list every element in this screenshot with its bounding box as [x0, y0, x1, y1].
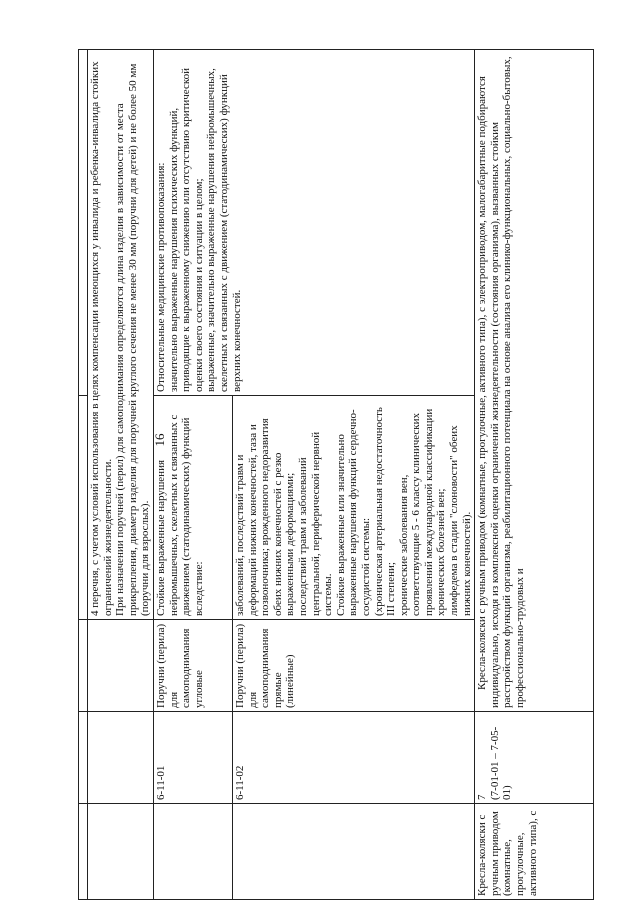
- table-row-continuation: [88, 50, 154, 900]
- product-name-cell: Поручни (перила) для самоподнимания прямые (линейные): [232, 620, 474, 712]
- empty-cell: [153, 804, 232, 900]
- empty-cell: [79, 50, 88, 396]
- product-name-cell: Поручни (перила) для самоподнимания угловые: [153, 620, 232, 712]
- table-row-6-11-01: [153, 50, 232, 900]
- code-cell: 6-11-01: [153, 712, 232, 804]
- code-cell: 6-11-02: [232, 712, 474, 804]
- rotated-table-container: [78, 50, 568, 900]
- empty-cell: [88, 620, 154, 712]
- table-top-row: [79, 50, 88, 900]
- group-code-range: (7-01-01 – 7-05-01): [488, 726, 514, 800]
- empty-cell: [79, 712, 88, 804]
- contraindications-cell: Относительные медицинские противопоказания: значительно выраженные нарушения психических функций, приводящие к выраженному снижению или отсутствию критической оценки своего состояния и ситуации в целом; выраженные, значительно выраженные нарушения нейромышечных, скелетных и связанных с движением (статодинамических) функций верхних конечностей.: [153, 50, 474, 396]
- rehab-means-table: [78, 49, 594, 900]
- wheelchair-description: Кресла-коляски с ручным приводом (комнатные, прогулочные, активного типа), с электроприводом, малогабаритные подбираются индивидуально, исходя из комплексной оценки ограничений жизнедеятельности (состояния организма), вызванных стойким расстройством функций организма, реабилитационного потенциала на основе анализа его клинико-функциональных, социально-бытовых, профессионально-трудовых и: [475, 50, 594, 712]
- group-code-cell: [475, 712, 594, 804]
- empty-cell: [232, 804, 474, 900]
- table-row-7: [475, 50, 594, 900]
- empty-cell: [79, 804, 88, 900]
- empty-cell: [79, 620, 88, 712]
- page-number: 16: [152, 433, 167, 447]
- group-number: 7: [476, 794, 489, 800]
- empty-cell: [79, 396, 88, 620]
- section-name-cell: Кресла-коляски с ручным приводом (комнатные, прогулочные, активного типа), с: [475, 804, 594, 900]
- indications-cell: Стойкие выраженные нарушения нейромышечных, скелетных и связанных с движением (статодинамических) функций вследствие:: [153, 396, 232, 620]
- continuation-description: 4 перечня, с учетом условий использования в целях компенсации имеющихся у инвалида и ребенка-инвалида стойких ограничений жизнедеятельности. При назначении поручней (перил) для самоподнимания определяются длина изделия в зависимости от места прикрепления, диаметр изделия для поручней круглого сечения не менее 30 мм (поручни для детей) и не более 50 мм (поручни для взрослых).: [88, 50, 154, 620]
- empty-cell: [88, 804, 154, 900]
- indications-cell: заболеваний, последствий травм и деформаций нижних конечностей, таза и позвоночника; врожденного недоразвития обеих нижних конечностей с резко выраженными деформациями; последствий травм и заболеваний центральной, периферической нервной системы. Стойкие выраженные или значительно выраженные нарушения функций сердечно-сосудистой системы: (хроническая артериальная недостаточность III степени; хронические заболевания вен, соответствующие 5 - 6 классу клинических проявлений международной классификации хронических болезней вен; лимфедема в стадии "слоновости" обеих нижних конечностей).: [232, 396, 474, 620]
- empty-cell: [88, 712, 154, 804]
